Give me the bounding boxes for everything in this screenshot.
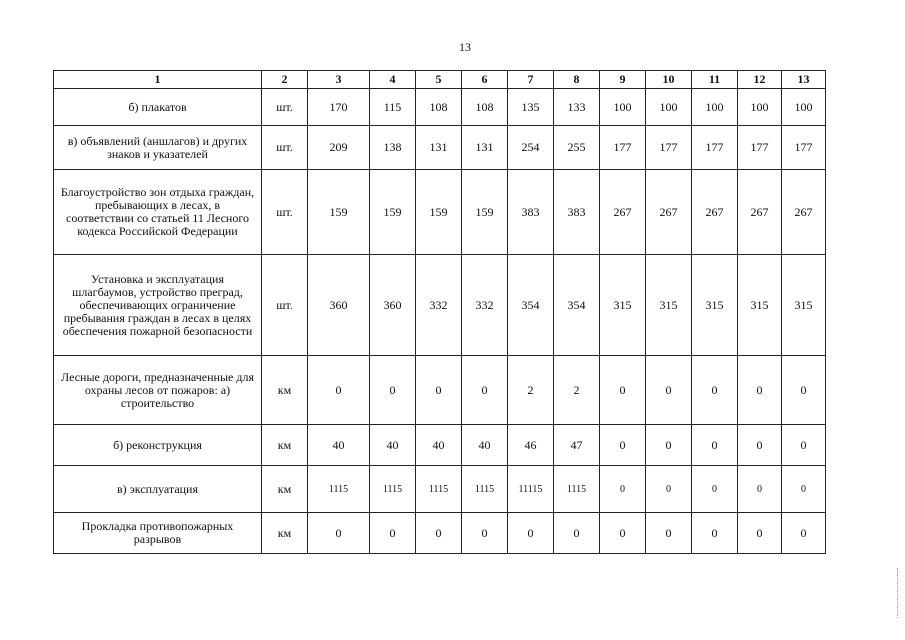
value-cell: 315 bbox=[692, 255, 738, 356]
column-header: 4 bbox=[370, 71, 416, 89]
column-header: 12 bbox=[738, 71, 782, 89]
value-cell: 0 bbox=[308, 513, 370, 554]
table-row bbox=[54, 170, 826, 255]
table-row bbox=[54, 255, 826, 356]
column-header: 5 bbox=[416, 71, 462, 89]
row-label: Установка и эксплуатация шлагбаумов, устройство преград, обеспечивающих ограничение пребывания граждан в лесах в целях обеспечения пожарной безопасности bbox=[54, 255, 262, 356]
value-cell: 131 bbox=[462, 126, 508, 170]
value-cell: 159 bbox=[416, 170, 462, 255]
value-cell: 267 bbox=[738, 170, 782, 255]
column-header: 1 bbox=[54, 71, 262, 89]
value-cell: 177 bbox=[646, 126, 692, 170]
value-cell: 0 bbox=[554, 513, 600, 554]
value-cell: 267 bbox=[646, 170, 692, 255]
value-cell: 133 bbox=[554, 89, 600, 126]
value-cell: 383 bbox=[554, 170, 600, 255]
value-cell: 1115 bbox=[308, 466, 370, 513]
row-label: в) объявлений (аншлагов) и других знаков и указателей bbox=[54, 126, 262, 170]
table-row bbox=[54, 126, 826, 170]
value-cell: 360 bbox=[308, 255, 370, 356]
unit-cell: шт. bbox=[262, 255, 308, 356]
value-cell: 0 bbox=[646, 466, 692, 513]
column-header: 10 bbox=[646, 71, 692, 89]
value-cell: 315 bbox=[646, 255, 692, 356]
value-cell: 138 bbox=[370, 126, 416, 170]
value-cell: 2 bbox=[508, 356, 554, 425]
value-cell: 0 bbox=[416, 513, 462, 554]
value-cell: 332 bbox=[416, 255, 462, 356]
value-cell: 0 bbox=[782, 356, 826, 425]
table-row bbox=[54, 466, 826, 513]
value-cell: 115 bbox=[370, 89, 416, 126]
row-label: Прокладка противопожарных разрывов bbox=[54, 513, 262, 554]
column-header: 7 bbox=[508, 71, 554, 89]
value-cell: 0 bbox=[692, 425, 738, 466]
value-cell: 0 bbox=[738, 425, 782, 466]
value-cell: 1115 bbox=[554, 466, 600, 513]
value-cell: 315 bbox=[782, 255, 826, 356]
value-cell: 40 bbox=[416, 425, 462, 466]
unit-cell: км bbox=[262, 466, 308, 513]
value-cell: 159 bbox=[370, 170, 416, 255]
row-label: б) плакатов bbox=[54, 89, 262, 126]
row-label: Благоустройство зон отдыха граждан, пребывающих в лесах, в соответствии со статьей 11 Лесного кодекса Российской Федерации bbox=[54, 170, 262, 255]
value-cell: 267 bbox=[692, 170, 738, 255]
unit-cell: шт. bbox=[262, 126, 308, 170]
value-cell: 2 bbox=[554, 356, 600, 425]
value-cell: 360 bbox=[370, 255, 416, 356]
value-cell: 332 bbox=[462, 255, 508, 356]
unit-cell: шт. bbox=[262, 170, 308, 255]
value-cell: 159 bbox=[308, 170, 370, 255]
value-cell: 170 bbox=[308, 89, 370, 126]
value-cell: 177 bbox=[782, 126, 826, 170]
column-header: 13 bbox=[782, 71, 826, 89]
value-cell: 100 bbox=[782, 89, 826, 126]
column-header: 8 bbox=[554, 71, 600, 89]
value-cell: 267 bbox=[782, 170, 826, 255]
value-cell: 0 bbox=[370, 356, 416, 425]
data-table bbox=[53, 70, 826, 554]
value-cell: 0 bbox=[646, 513, 692, 554]
value-cell: 254 bbox=[508, 126, 554, 170]
value-cell: 0 bbox=[646, 425, 692, 466]
row-label: б) реконструкция bbox=[54, 425, 262, 466]
value-cell: 108 bbox=[416, 89, 462, 126]
value-cell: 40 bbox=[308, 425, 370, 466]
value-cell: 354 bbox=[508, 255, 554, 356]
value-cell: 267 bbox=[600, 170, 646, 255]
table-row bbox=[54, 513, 826, 554]
value-cell: 1115 bbox=[462, 466, 508, 513]
column-header: 6 bbox=[462, 71, 508, 89]
value-cell: 40 bbox=[462, 425, 508, 466]
table-row bbox=[54, 425, 826, 466]
column-header: 11 bbox=[692, 71, 738, 89]
unit-cell: км bbox=[262, 513, 308, 554]
table-row bbox=[54, 89, 826, 126]
column-header: 3 bbox=[308, 71, 370, 89]
value-cell: 255 bbox=[554, 126, 600, 170]
value-cell: 1115 bbox=[416, 466, 462, 513]
column-header: 2 bbox=[262, 71, 308, 89]
header-row bbox=[54, 71, 826, 89]
value-cell: 354 bbox=[554, 255, 600, 356]
value-cell: 135 bbox=[508, 89, 554, 126]
value-cell: 177 bbox=[692, 126, 738, 170]
value-cell: 0 bbox=[738, 513, 782, 554]
column-header: 9 bbox=[600, 71, 646, 89]
value-cell: 0 bbox=[692, 466, 738, 513]
value-cell: 0 bbox=[416, 356, 462, 425]
value-cell: 0 bbox=[600, 425, 646, 466]
value-cell: 46 bbox=[508, 425, 554, 466]
scan-edge-marks bbox=[897, 568, 900, 618]
value-cell: 177 bbox=[600, 126, 646, 170]
row-label: в) эксплуатация bbox=[54, 466, 262, 513]
value-cell: 0 bbox=[692, 513, 738, 554]
value-cell: 0 bbox=[692, 356, 738, 425]
value-cell: 0 bbox=[508, 513, 554, 554]
value-cell: 100 bbox=[738, 89, 782, 126]
table-row bbox=[54, 356, 826, 425]
value-cell: 100 bbox=[646, 89, 692, 126]
value-cell: 108 bbox=[462, 89, 508, 126]
unit-cell: км bbox=[262, 356, 308, 425]
value-cell: 0 bbox=[782, 425, 826, 466]
unit-cell: шт. bbox=[262, 89, 308, 126]
value-cell: 100 bbox=[692, 89, 738, 126]
value-cell: 159 bbox=[462, 170, 508, 255]
unit-cell: км bbox=[262, 425, 308, 466]
value-cell: 0 bbox=[782, 513, 826, 554]
value-cell: 383 bbox=[508, 170, 554, 255]
value-cell: 0 bbox=[738, 356, 782, 425]
value-cell: 100 bbox=[600, 89, 646, 126]
value-cell: 315 bbox=[738, 255, 782, 356]
value-cell: 0 bbox=[462, 513, 508, 554]
value-cell: 0 bbox=[738, 466, 782, 513]
value-cell: 315 bbox=[600, 255, 646, 356]
value-cell: 209 bbox=[308, 126, 370, 170]
value-cell: 0 bbox=[370, 513, 416, 554]
value-cell: 47 bbox=[554, 425, 600, 466]
value-cell: 0 bbox=[308, 356, 370, 425]
page-number: 13 bbox=[459, 40, 471, 54]
value-cell: 0 bbox=[646, 356, 692, 425]
value-cell: 177 bbox=[738, 126, 782, 170]
value-cell: 131 bbox=[416, 126, 462, 170]
row-label: Лесные дороги, предназначенные для охраны лесов от пожаров: а) строительство bbox=[54, 356, 262, 425]
value-cell: 0 bbox=[600, 466, 646, 513]
value-cell: 1115 bbox=[370, 466, 416, 513]
value-cell: 40 bbox=[370, 425, 416, 466]
value-cell: 0 bbox=[462, 356, 508, 425]
value-cell: 0 bbox=[600, 356, 646, 425]
value-cell: 11115 bbox=[508, 466, 554, 513]
value-cell: 0 bbox=[600, 513, 646, 554]
value-cell: 0 bbox=[782, 466, 826, 513]
